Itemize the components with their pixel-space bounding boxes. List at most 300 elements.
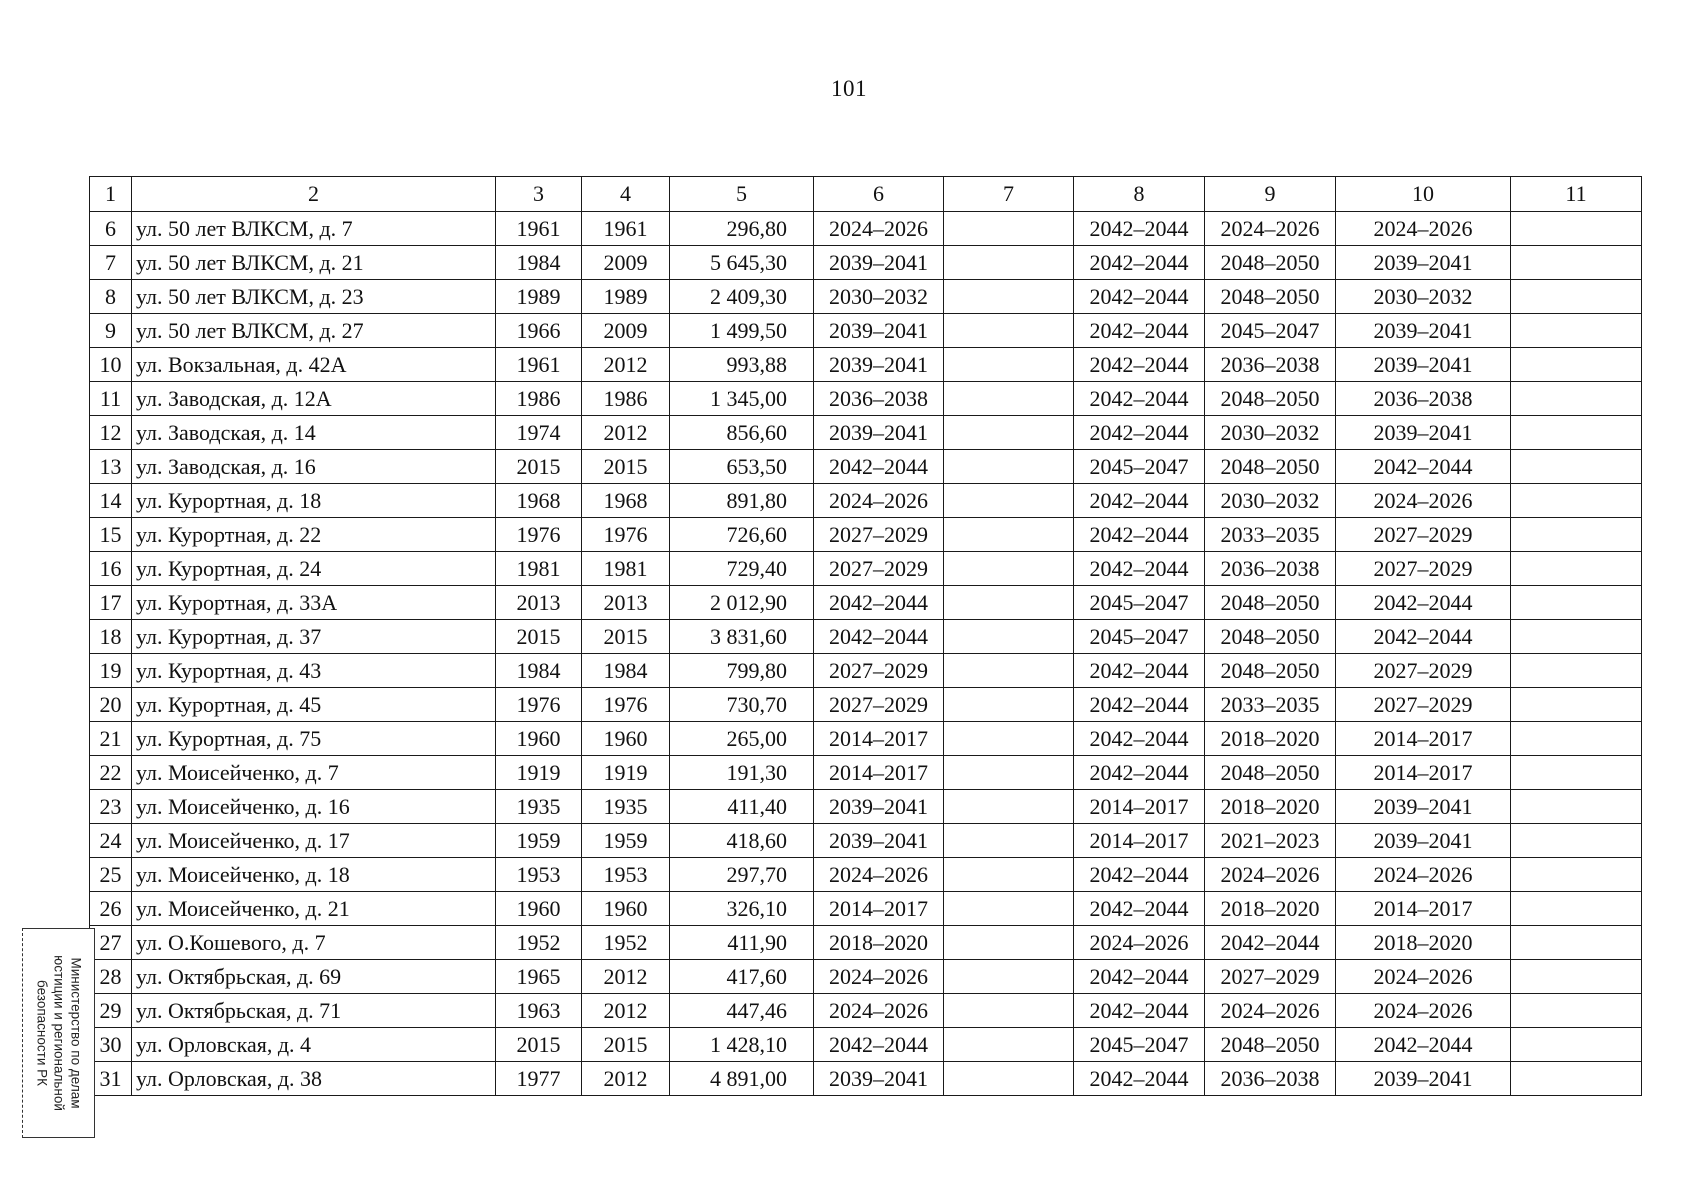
table-row — [90, 552, 1642, 586]
col-year-built-cell: 1960 — [496, 722, 582, 756]
col-period-11-cell — [1511, 824, 1642, 858]
col-area-cell: 993,88 — [670, 348, 814, 382]
column-number-row — [90, 177, 1642, 212]
col-address-cell: ул. Октябрьская, д. 69 — [132, 960, 496, 994]
col-period-6-cell: 2039–2041 — [814, 416, 944, 450]
col-period-7-cell — [944, 212, 1074, 246]
col-year-built-cell: 1935 — [496, 790, 582, 824]
col-address-cell: ул. 50 лет ВЛКСМ, д. 7 — [132, 212, 496, 246]
col-row-number-cell: 6 — [90, 212, 132, 246]
col-row-number-cell: 7 — [90, 246, 132, 280]
col-period-6-cell: 2014–2017 — [814, 722, 944, 756]
table-row — [90, 960, 1642, 994]
col-year-renovated-cell: 2015 — [582, 450, 670, 484]
col-period-6-cell: 2024–2026 — [814, 960, 944, 994]
col-period-7-cell — [944, 280, 1074, 314]
col-row-number-cell: 20 — [90, 688, 132, 722]
table-row — [90, 824, 1642, 858]
col-year-built-cell: 1984 — [496, 654, 582, 688]
col-address-cell: ул. Моисейченко, д. 17 — [132, 824, 496, 858]
col-period-11-cell — [1511, 620, 1642, 654]
col-year-built-cell: 1976 — [496, 688, 582, 722]
col-year-built-cell: 1986 — [496, 382, 582, 416]
col-period-10-cell: 2042–2044 — [1336, 450, 1511, 484]
col-area-cell: 729,40 — [670, 552, 814, 586]
col-area-cell: 1 345,00 — [670, 382, 814, 416]
col-address-cell: ул. Октябрьская, д. 71 — [132, 994, 496, 1028]
table-row — [90, 314, 1642, 348]
col-area-cell: 1 428,10 — [670, 1028, 814, 1062]
col-row-number-cell: 13 — [90, 450, 132, 484]
col-row-number-cell: 12 — [90, 416, 132, 450]
col-period-7-cell — [944, 382, 1074, 416]
col-period-10-cell: 2024–2026 — [1336, 994, 1511, 1028]
col-period-11-cell — [1511, 960, 1642, 994]
table-row — [90, 416, 1642, 450]
col-year-renovated-cell: 2012 — [582, 960, 670, 994]
col-period-11-cell — [1511, 586, 1642, 620]
col-row-number-cell: 8 — [90, 280, 132, 314]
col-area-cell: 726,60 — [670, 518, 814, 552]
col-year-renovated-cell: 1960 — [582, 892, 670, 926]
col-period-6-cell: 2030–2032 — [814, 280, 944, 314]
stamp-line: юстиции и региональной — [51, 955, 66, 1111]
col-period-10-cell: 2036–2038 — [1336, 382, 1511, 416]
col-period-7-cell — [944, 654, 1074, 688]
col-period-9-cell: 2036–2038 — [1205, 1062, 1336, 1096]
col-area-cell: 411,40 — [670, 790, 814, 824]
col-area-cell: 411,90 — [670, 926, 814, 960]
col-period-9-cell: 2024–2026 — [1205, 858, 1336, 892]
col-period-9-cell: 2018–2020 — [1205, 790, 1336, 824]
col-period-6-cell: 2039–2041 — [814, 790, 944, 824]
col-row-number-cell: 16 — [90, 552, 132, 586]
col-address-cell: ул. О.Кошевого, д. 7 — [132, 926, 496, 960]
col-period-7-cell — [944, 416, 1074, 450]
col-period-10-cell: 2030–2032 — [1336, 280, 1511, 314]
col-year-renovated-cell: 1959 — [582, 824, 670, 858]
col-period-8-cell: 2042–2044 — [1074, 1062, 1205, 1096]
col-period-9-cell: 2048–2050 — [1205, 382, 1336, 416]
col-year-renovated-cell: 1961 — [582, 212, 670, 246]
col-address-cell: ул. Курортная, д. 45 — [132, 688, 496, 722]
col-address-cell: ул. Заводская, д. 14 — [132, 416, 496, 450]
col-period-9-cell: 2024–2026 — [1205, 994, 1336, 1028]
col-period-10-cell: 2039–2041 — [1336, 790, 1511, 824]
col-address-cell: ул. Курортная, д. 43 — [132, 654, 496, 688]
col-row-number-cell: 29 — [90, 994, 132, 1028]
col-period-8-cell: 2042–2044 — [1074, 552, 1205, 586]
col-period-10-cell: 2039–2041 — [1336, 1062, 1511, 1096]
col-row-number-cell: 25 — [90, 858, 132, 892]
col-period-11-cell — [1511, 688, 1642, 722]
col-address-cell: ул. Курортная, д. 33А — [132, 586, 496, 620]
col-address-cell: ул. Заводская, д. 16 — [132, 450, 496, 484]
table-row — [90, 348, 1642, 382]
col-period-11-cell — [1511, 484, 1642, 518]
col-row-number-cell: 14 — [90, 484, 132, 518]
col-period-10-cell: 2027–2029 — [1336, 654, 1511, 688]
col-row-number-cell: 30 — [90, 1028, 132, 1062]
col-period-7-cell — [944, 824, 1074, 858]
table-row — [90, 1062, 1642, 1096]
col-address-cell: ул. Орловская, д. 38 — [132, 1062, 496, 1096]
col-year-renovated-cell: 1960 — [582, 722, 670, 756]
header-col-period-8: 8 — [1074, 177, 1205, 212]
table-row — [90, 756, 1642, 790]
table-row — [90, 484, 1642, 518]
col-period-9-cell: 2045–2047 — [1205, 314, 1336, 348]
col-row-number-cell: 9 — [90, 314, 132, 348]
col-row-number-cell: 26 — [90, 892, 132, 926]
table-body — [90, 212, 1642, 1096]
col-period-6-cell: 2039–2041 — [814, 1062, 944, 1096]
col-row-number-cell: 21 — [90, 722, 132, 756]
col-period-9-cell: 2042–2044 — [1205, 926, 1336, 960]
col-area-cell: 2 409,30 — [670, 280, 814, 314]
col-year-renovated-cell: 2012 — [582, 416, 670, 450]
col-period-10-cell: 2014–2017 — [1336, 756, 1511, 790]
col-period-7-cell — [944, 450, 1074, 484]
col-period-8-cell: 2045–2047 — [1074, 1028, 1205, 1062]
col-address-cell: ул. 50 лет ВЛКСМ, д. 23 — [132, 280, 496, 314]
col-year-built-cell: 1989 — [496, 280, 582, 314]
col-year-renovated-cell: 2015 — [582, 620, 670, 654]
col-period-9-cell: 2033–2035 — [1205, 518, 1336, 552]
col-period-11-cell — [1511, 518, 1642, 552]
col-period-8-cell: 2042–2044 — [1074, 382, 1205, 416]
col-row-number-cell: 23 — [90, 790, 132, 824]
col-year-renovated-cell: 2012 — [582, 1062, 670, 1096]
col-row-number-cell: 28 — [90, 960, 132, 994]
col-period-6-cell: 2039–2041 — [814, 246, 944, 280]
table-row — [90, 926, 1642, 960]
col-period-6-cell: 2027–2029 — [814, 654, 944, 688]
col-area-cell: 191,30 — [670, 756, 814, 790]
col-year-built-cell: 2013 — [496, 586, 582, 620]
col-year-renovated-cell: 2013 — [582, 586, 670, 620]
col-period-8-cell: 2042–2044 — [1074, 246, 1205, 280]
table-row — [90, 450, 1642, 484]
col-period-11-cell — [1511, 756, 1642, 790]
col-year-built-cell: 1977 — [496, 1062, 582, 1096]
col-period-8-cell: 2042–2044 — [1074, 348, 1205, 382]
col-period-10-cell: 2027–2029 — [1336, 518, 1511, 552]
col-period-9-cell: 2024–2026 — [1205, 212, 1336, 246]
col-period-7-cell — [944, 348, 1074, 382]
col-year-renovated-cell: 1968 — [582, 484, 670, 518]
col-area-cell: 297,70 — [670, 858, 814, 892]
col-period-7-cell — [944, 1062, 1074, 1096]
table-row — [90, 654, 1642, 688]
col-period-6-cell: 2027–2029 — [814, 552, 944, 586]
col-area-cell: 4 891,00 — [670, 1062, 814, 1096]
header-col-area: 5 — [670, 177, 814, 212]
col-period-7-cell — [944, 586, 1074, 620]
col-period-11-cell — [1511, 892, 1642, 926]
table-row — [90, 620, 1642, 654]
col-period-7-cell — [944, 484, 1074, 518]
col-row-number-cell: 27 — [90, 926, 132, 960]
col-period-11-cell — [1511, 790, 1642, 824]
col-period-10-cell: 2039–2041 — [1336, 314, 1511, 348]
col-period-8-cell: 2042–2044 — [1074, 280, 1205, 314]
table-row — [90, 790, 1642, 824]
col-period-10-cell: 2024–2026 — [1336, 212, 1511, 246]
col-period-10-cell: 2018–2020 — [1336, 926, 1511, 960]
col-period-9-cell: 2033–2035 — [1205, 688, 1336, 722]
col-year-renovated-cell: 2015 — [582, 1028, 670, 1062]
col-period-11-cell — [1511, 994, 1642, 1028]
header-col-year-built: 3 — [496, 177, 582, 212]
col-year-built-cell: 1963 — [496, 994, 582, 1028]
col-period-8-cell: 2042–2044 — [1074, 416, 1205, 450]
col-period-8-cell: 2042–2044 — [1074, 484, 1205, 518]
col-area-cell: 417,60 — [670, 960, 814, 994]
header-col-period-10: 10 — [1336, 177, 1511, 212]
col-row-number-cell: 11 — [90, 382, 132, 416]
header-col-period-7: 7 — [944, 177, 1074, 212]
table-header — [90, 177, 1642, 212]
col-address-cell: ул. Вокзальная, д. 42А — [132, 348, 496, 382]
col-year-renovated-cell: 2009 — [582, 314, 670, 348]
table-row — [90, 892, 1642, 926]
stamp-text — [23, 929, 94, 1137]
col-year-built-cell: 1919 — [496, 756, 582, 790]
col-area-cell: 856,60 — [670, 416, 814, 450]
col-year-renovated-cell: 1953 — [582, 858, 670, 892]
header-col-year-renovated: 4 — [582, 177, 670, 212]
col-row-number-cell: 24 — [90, 824, 132, 858]
col-period-6-cell: 2039–2041 — [814, 348, 944, 382]
col-period-10-cell: 2027–2029 — [1336, 552, 1511, 586]
col-area-cell: 730,70 — [670, 688, 814, 722]
col-period-11-cell — [1511, 416, 1642, 450]
col-period-11-cell — [1511, 1028, 1642, 1062]
col-period-8-cell: 2042–2044 — [1074, 212, 1205, 246]
col-address-cell: ул. Моисейченко, д. 7 — [132, 756, 496, 790]
header-col-row-number: 1 — [90, 177, 132, 212]
col-period-9-cell: 2030–2032 — [1205, 416, 1336, 450]
col-year-built-cell: 1966 — [496, 314, 582, 348]
col-year-built-cell: 1960 — [496, 892, 582, 926]
col-year-built-cell: 2015 — [496, 620, 582, 654]
table-row — [90, 688, 1642, 722]
col-period-6-cell: 2036–2038 — [814, 382, 944, 416]
col-row-number-cell: 10 — [90, 348, 132, 382]
col-year-built-cell: 1953 — [496, 858, 582, 892]
col-period-9-cell: 2048–2050 — [1205, 654, 1336, 688]
col-year-built-cell: 1965 — [496, 960, 582, 994]
table-row — [90, 586, 1642, 620]
col-period-8-cell: 2024–2026 — [1074, 926, 1205, 960]
col-period-6-cell: 2039–2041 — [814, 824, 944, 858]
col-year-built-cell: 1961 — [496, 212, 582, 246]
col-year-renovated-cell: 1986 — [582, 382, 670, 416]
col-year-renovated-cell: 1952 — [582, 926, 670, 960]
col-year-built-cell: 1981 — [496, 552, 582, 586]
col-period-11-cell — [1511, 450, 1642, 484]
col-row-number-cell: 19 — [90, 654, 132, 688]
col-period-10-cell: 2039–2041 — [1336, 824, 1511, 858]
col-period-8-cell: 2042–2044 — [1074, 994, 1205, 1028]
col-area-cell: 1 499,50 — [670, 314, 814, 348]
col-address-cell: ул. Орловская, д. 4 — [132, 1028, 496, 1062]
col-address-cell: ул. Заводская, д. 12А — [132, 382, 496, 416]
col-row-number-cell: 22 — [90, 756, 132, 790]
col-period-10-cell: 2039–2041 — [1336, 416, 1511, 450]
col-period-8-cell: 2042–2044 — [1074, 654, 1205, 688]
header-col-period-11: 11 — [1511, 177, 1642, 212]
col-period-6-cell: 2027–2029 — [814, 518, 944, 552]
col-period-8-cell: 2042–2044 — [1074, 722, 1205, 756]
col-year-built-cell: 1974 — [496, 416, 582, 450]
col-address-cell: ул. Моисейченко, д. 21 — [132, 892, 496, 926]
table-row — [90, 994, 1642, 1028]
table-row — [90, 518, 1642, 552]
table-row — [90, 246, 1642, 280]
col-year-built-cell: 1968 — [496, 484, 582, 518]
col-period-9-cell: 2036–2038 — [1205, 552, 1336, 586]
col-area-cell: 296,80 — [670, 212, 814, 246]
col-address-cell: ул. Моисейченко, д. 16 — [132, 790, 496, 824]
col-period-6-cell: 2024–2026 — [814, 994, 944, 1028]
col-period-11-cell — [1511, 1062, 1642, 1096]
col-period-9-cell: 2036–2038 — [1205, 348, 1336, 382]
col-period-6-cell: 2024–2026 — [814, 484, 944, 518]
col-year-renovated-cell: 2012 — [582, 994, 670, 1028]
col-period-6-cell: 2014–2017 — [814, 756, 944, 790]
col-year-built-cell: 2015 — [496, 450, 582, 484]
col-period-6-cell: 2024–2026 — [814, 212, 944, 246]
col-period-7-cell — [944, 1028, 1074, 1062]
col-period-11-cell — [1511, 348, 1642, 382]
col-period-11-cell — [1511, 382, 1642, 416]
col-year-renovated-cell: 2012 — [582, 348, 670, 382]
col-period-7-cell — [944, 314, 1074, 348]
col-period-8-cell: 2042–2044 — [1074, 314, 1205, 348]
col-period-10-cell: 2014–2017 — [1336, 722, 1511, 756]
col-period-9-cell: 2018–2020 — [1205, 722, 1336, 756]
col-period-6-cell: 2042–2044 — [814, 1028, 944, 1062]
col-area-cell: 891,80 — [670, 484, 814, 518]
col-period-10-cell: 2042–2044 — [1336, 586, 1511, 620]
col-year-renovated-cell: 1935 — [582, 790, 670, 824]
col-year-renovated-cell: 2009 — [582, 246, 670, 280]
col-period-8-cell: 2042–2044 — [1074, 518, 1205, 552]
col-year-built-cell: 1976 — [496, 518, 582, 552]
col-address-cell: ул. 50 лет ВЛКСМ, д. 27 — [132, 314, 496, 348]
col-period-11-cell — [1511, 722, 1642, 756]
col-period-9-cell: 2048–2050 — [1205, 280, 1336, 314]
table-row — [90, 280, 1642, 314]
col-period-11-cell — [1511, 280, 1642, 314]
page-number: 101 — [831, 76, 867, 101]
col-address-cell: ул. Курортная, д. 37 — [132, 620, 496, 654]
col-area-cell: 3 831,60 — [670, 620, 814, 654]
table-row — [90, 382, 1642, 416]
col-period-7-cell — [944, 960, 1074, 994]
col-address-cell: ул. Моисейченко, д. 18 — [132, 858, 496, 892]
table-row — [90, 722, 1642, 756]
col-period-8-cell: 2042–2044 — [1074, 688, 1205, 722]
col-year-built-cell: 1984 — [496, 246, 582, 280]
col-period-7-cell — [944, 722, 1074, 756]
col-address-cell: ул. 50 лет ВЛКСМ, д. 21 — [132, 246, 496, 280]
col-period-9-cell: 2048–2050 — [1205, 586, 1336, 620]
col-period-9-cell: 2027–2029 — [1205, 960, 1336, 994]
col-period-10-cell: 2024–2026 — [1336, 484, 1511, 518]
col-period-7-cell — [944, 892, 1074, 926]
col-area-cell: 799,80 — [670, 654, 814, 688]
col-year-built-cell: 2015 — [496, 1028, 582, 1062]
stamp-line: безопасности РК — [34, 980, 49, 1086]
col-year-built-cell: 1959 — [496, 824, 582, 858]
col-period-8-cell: 2042–2044 — [1074, 858, 1205, 892]
col-area-cell: 265,00 — [670, 722, 814, 756]
col-period-9-cell: 2048–2050 — [1205, 246, 1336, 280]
col-period-11-cell — [1511, 246, 1642, 280]
col-period-7-cell — [944, 756, 1074, 790]
col-period-7-cell — [944, 518, 1074, 552]
building-register-table — [89, 176, 1642, 1096]
col-period-11-cell — [1511, 858, 1642, 892]
col-period-10-cell: 2039–2041 — [1336, 348, 1511, 382]
col-period-7-cell — [944, 790, 1074, 824]
table-row — [90, 858, 1642, 892]
ministry-stamp — [22, 928, 95, 1138]
col-period-10-cell: 2024–2026 — [1336, 960, 1511, 994]
col-year-renovated-cell: 1919 — [582, 756, 670, 790]
col-period-9-cell: 2048–2050 — [1205, 450, 1336, 484]
col-period-10-cell: 2042–2044 — [1336, 620, 1511, 654]
col-period-7-cell — [944, 552, 1074, 586]
col-period-10-cell: 2039–2041 — [1336, 246, 1511, 280]
col-area-cell: 418,60 — [670, 824, 814, 858]
col-year-renovated-cell: 1976 — [582, 518, 670, 552]
col-address-cell: ул. Курортная, д. 22 — [132, 518, 496, 552]
table-row — [90, 212, 1642, 246]
col-period-11-cell — [1511, 926, 1642, 960]
col-period-10-cell: 2042–2044 — [1336, 1028, 1511, 1062]
col-period-6-cell: 2042–2044 — [814, 620, 944, 654]
col-area-cell: 2 012,90 — [670, 586, 814, 620]
col-period-9-cell: 2018–2020 — [1205, 892, 1336, 926]
col-period-8-cell: 2042–2044 — [1074, 960, 1205, 994]
col-period-11-cell — [1511, 654, 1642, 688]
header-col-address: 2 — [132, 177, 496, 212]
col-period-7-cell — [944, 994, 1074, 1028]
col-period-9-cell: 2030–2032 — [1205, 484, 1336, 518]
col-period-10-cell: 2027–2029 — [1336, 688, 1511, 722]
col-area-cell: 326,10 — [670, 892, 814, 926]
col-address-cell: ул. Курортная, д. 24 — [132, 552, 496, 586]
col-period-6-cell: 2042–2044 — [814, 450, 944, 484]
col-period-11-cell — [1511, 552, 1642, 586]
col-period-11-cell — [1511, 314, 1642, 348]
col-period-7-cell — [944, 246, 1074, 280]
col-period-6-cell: 2039–2041 — [814, 314, 944, 348]
col-row-number-cell: 18 — [90, 620, 132, 654]
col-period-7-cell — [944, 858, 1074, 892]
col-period-8-cell: 2045–2047 — [1074, 620, 1205, 654]
col-year-built-cell: 1961 — [496, 348, 582, 382]
col-address-cell: ул. Курортная, д. 75 — [132, 722, 496, 756]
col-row-number-cell: 31 — [90, 1062, 132, 1096]
col-period-6-cell: 2027–2029 — [814, 688, 944, 722]
col-period-8-cell: 2045–2047 — [1074, 450, 1205, 484]
col-row-number-cell: 15 — [90, 518, 132, 552]
